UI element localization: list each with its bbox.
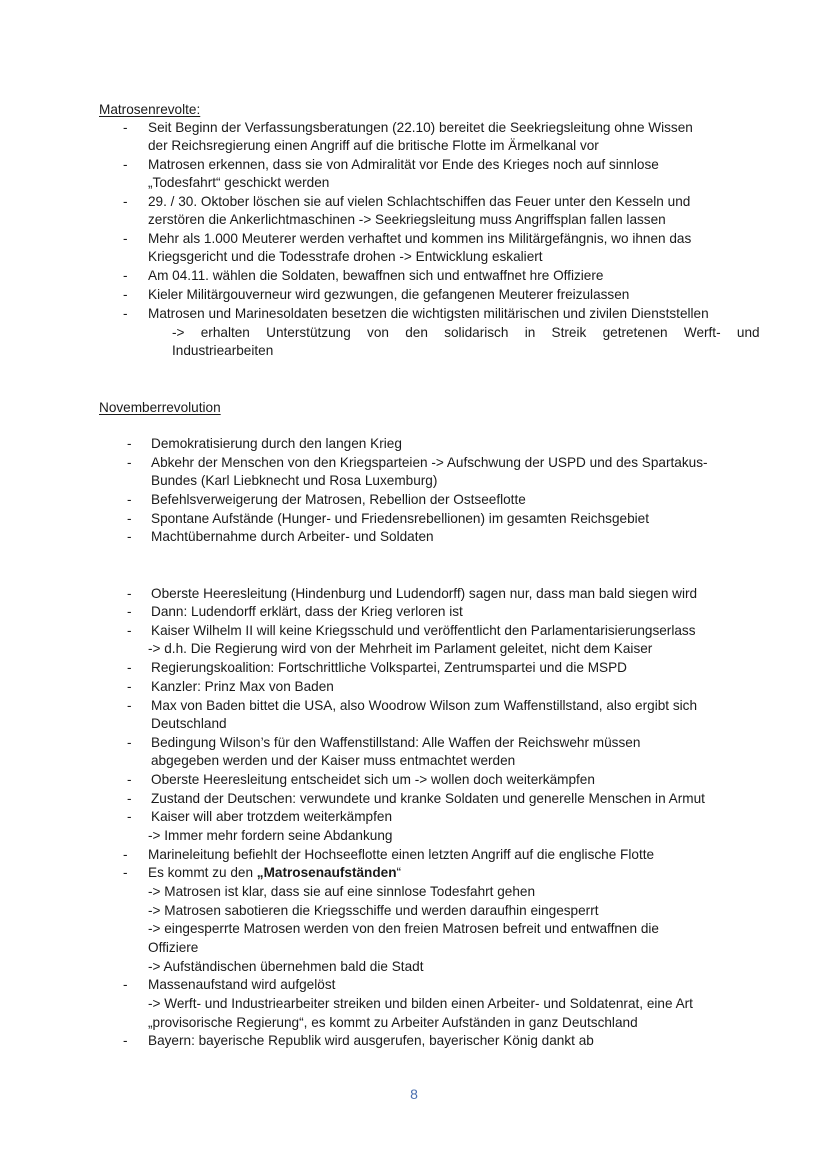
bullet-dash: - bbox=[127, 809, 132, 824]
list-item-line-mixed bbox=[148, 864, 401, 882]
bullet-dash: - bbox=[123, 120, 128, 135]
bullet-dash: - bbox=[127, 660, 132, 675]
bullet-dash: - bbox=[123, 157, 128, 172]
bullet-dash: - bbox=[127, 511, 132, 526]
list-item-line: -> Matrosen sabotieren die Kriegsschiffe und werden daraufhin eingesperrt bbox=[148, 903, 599, 918]
list-item-line: Matrosen erkennen, dass sie von Admiralität vor Ende des Krieges noch auf sinnlose bbox=[148, 157, 659, 172]
bullet-dash: - bbox=[123, 1033, 128, 1048]
list-item-line: „Todesfahrt“ geschickt werden bbox=[148, 175, 330, 190]
bullet-dash: - bbox=[127, 679, 132, 694]
list-item-line: Kriegsgericht und die Todesstrafe drohen -> Entwicklung eskaliert bbox=[148, 249, 543, 264]
list-item-line: Befehlsverweigerung der Matrosen, Rebellion der Ostseeflotte bbox=[151, 492, 526, 507]
list-item-line: Max von Baden bittet die USA, also Woodrow Wilson zum Waffenstillstand, also ergibt sich bbox=[151, 698, 698, 713]
list-item-line: Bedingung Wilson’s für den Waffenstillstand: Alle Waffen der Reichswehr müssen bbox=[151, 735, 641, 750]
list-item-line: Oberste Heeresleitung entscheidet sich um -> wollen doch weiterkämpfen bbox=[151, 772, 595, 787]
list-item-line: Mehr als 1.000 Meuterer werden verhaftet und kommen ins Militärgefängnis, wo ihnen das bbox=[148, 231, 692, 246]
list-item-line: Machtübernahme durch Arbeiter- und Soldaten bbox=[151, 529, 434, 544]
list-item-line: Dann: Ludendorff erklärt, dass der Krieg verloren ist bbox=[151, 604, 463, 619]
list-item-line: „provisorische Regierung“, es kommt zu Arbeiter Aufständen in ganz Deutschland bbox=[148, 1015, 638, 1030]
list-item-line: -> Werft- und Industriearbeiter streiken und bilden einen Arbeiter- und Soldatenrat, eine Art bbox=[148, 996, 693, 1011]
list-item-line: Kieler Militärgouverneur wird gezwungen, die gefangenen Meuterer freizulassen bbox=[148, 287, 630, 302]
list-item-line: Offiziere bbox=[148, 940, 199, 955]
list-item-line: -> Immer mehr fordern seine Abdankung bbox=[148, 828, 393, 843]
list-item-line: Seit Beginn der Verfassungsberatungen (22.10) bereitet die Seekriegsleitung ohne Wissen bbox=[148, 120, 693, 135]
list-item-line: Spontane Aufstände (Hunger- und Friedensrebellionen) im gesamten Reichsgebiet bbox=[151, 511, 649, 526]
list-item-line: abgegeben werden und der Kaiser muss entmachtet werden bbox=[151, 753, 516, 768]
bullet-dash: - bbox=[123, 287, 128, 302]
bullet-dash: - bbox=[123, 306, 128, 321]
section-heading-novemberrevolution: Novemberrevolution bbox=[99, 400, 221, 415]
list-item-line: -> eingesperrte Matrosen werden von den freien Matrosen befreit und entwaffnen die bbox=[148, 921, 659, 936]
bullet-dash: - bbox=[127, 492, 132, 507]
list-item-line: Demokratisierung durch den langen Krieg bbox=[151, 436, 402, 451]
list-item-line: Massenaufstand wird aufgelöst bbox=[148, 977, 336, 992]
list-item-line: der Reichsregierung einen Angriff auf die britische Flotte im Ärmelkanal vor bbox=[148, 138, 599, 153]
page-number: 8 bbox=[410, 1086, 418, 1102]
list-item-bold-term: „Matrosenaufständen bbox=[256, 865, 397, 880]
list-item-subline: -> erhalten Unterstützung von den solidarisch in Streik getretenen Werft- und bbox=[172, 325, 760, 340]
bullet-dash: - bbox=[123, 847, 128, 862]
list-item-line: -> d.h. Die Regierung wird von der Mehrheit im Parlament geleitet, nicht dem Kaiser bbox=[148, 641, 653, 656]
list-item-line: Regierungskoalition: Fortschrittliche Volkspartei, Zentrumspartei und die MSPD bbox=[151, 660, 627, 675]
bullet-dash: - bbox=[127, 791, 132, 806]
bullet-dash: - bbox=[127, 772, 132, 787]
list-item-line: -> Aufständischen übernehmen bald die Stadt bbox=[148, 959, 424, 974]
section-heading-matrosenrevolte: Matrosenrevolte: bbox=[99, 102, 201, 117]
list-item-line: Kaiser will aber trotzdem weiterkämpfen bbox=[151, 809, 393, 824]
bullet-dash: - bbox=[127, 623, 132, 638]
list-item-line: Am 04.11. wählen die Soldaten, bewaffnen sich und entwaffnet hre Offiziere bbox=[148, 268, 604, 283]
list-item-prefix: Es kommt zu den bbox=[148, 865, 257, 880]
list-item-line: Bayern: bayerische Republik wird ausgerufen, bayerischer König dankt ab bbox=[148, 1033, 594, 1048]
list-item-line: Oberste Heeresleitung (Hindenburg und Ludendorff) sagen nur, dass man bald siegen wird bbox=[151, 586, 698, 601]
list-item-line: Zustand der Deutschen: verwundete und kranke Soldaten und generelle Menschen in Armut bbox=[151, 791, 705, 806]
list-item-line: 29. / 30. Oktober löschen sie auf vielen Schlachtschiffen das Feuer unter den Kesseln und bbox=[148, 194, 691, 209]
list-item-line: Kaiser Wilhelm II will keine Kriegsschuld und veröffentlicht den Parlamentarisierungserlass bbox=[151, 623, 696, 638]
list-item-subline-justified bbox=[172, 324, 760, 342]
bullet-dash: - bbox=[127, 698, 132, 713]
list-item-line: Deutschland bbox=[151, 716, 227, 731]
bullet-dash: - bbox=[123, 194, 128, 209]
bullet-dash: - bbox=[127, 436, 132, 451]
bullet-dash: - bbox=[127, 735, 132, 750]
bullet-dash: - bbox=[123, 231, 128, 246]
list-item-line: -> Matrosen ist klar, dass sie auf eine sinnlose Todesfahrt gehen bbox=[148, 884, 536, 899]
bullet-dash: - bbox=[123, 977, 128, 992]
list-item-subline: Industriearbeiten bbox=[172, 343, 274, 358]
list-item-line: zerstören die Ankerlichtmaschinen -> Seekriegsleitung muss Angriffsplan fallen lassen bbox=[148, 212, 666, 227]
bullet-dash: - bbox=[123, 865, 128, 880]
bullet-dash: - bbox=[127, 586, 132, 601]
bullet-dash: - bbox=[127, 455, 132, 470]
list-item-line: Marineleitung befiehlt der Hochseeflotte einen letzten Angriff auf die englische Flotte bbox=[148, 847, 655, 862]
list-item-line: Bundes (Karl Liebknecht und Rosa Luxemburg) bbox=[151, 473, 438, 488]
list-item-line: Abkehr der Menschen von den Kriegsparteien -> Aufschwung der USPD und des Spartakus- bbox=[151, 455, 708, 470]
bullet-dash: - bbox=[127, 604, 132, 619]
bullet-dash: - bbox=[123, 268, 128, 283]
list-item-suffix: “ bbox=[396, 865, 402, 880]
list-item-line: Kanzler: Prinz Max von Baden bbox=[151, 679, 334, 694]
list-item-line: Matrosen und Marinesoldaten besetzen die wichtigsten militärischen und zivilen Dienststellen bbox=[148, 306, 709, 321]
bullet-dash: - bbox=[127, 529, 132, 544]
